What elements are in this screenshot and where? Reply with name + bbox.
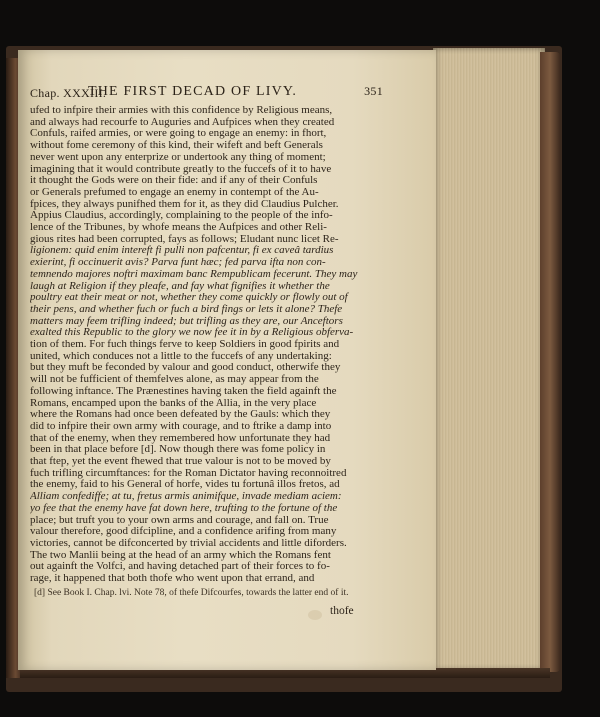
text-line: exierint, fi occinuerit avis? Parva funt hæc; fed parva ifta non con-: [30, 256, 326, 269]
text-line: united, which conduces not a little to the fuccefs of any undertaking:: [30, 349, 332, 362]
text-line: been in that place before [d]. Now though there was fome policy in: [30, 443, 326, 456]
catchword: thofe: [330, 605, 354, 617]
text-line: the enemy, faid to his General of horfe, vides tu fortunâ illos fretos, ad: [30, 478, 340, 491]
text-line: laugh at Religion if they pleafe, and fay what fignifies it whether the: [30, 279, 330, 292]
text-line: temnendo majores noftri maximam banc Rempublicam fecerunt. They may: [30, 267, 358, 280]
text-line: place; but truft you to your own arms and courage, and fall on. True: [30, 513, 329, 526]
text-line: yo fee that the enemy have fat down here, trufting to the fortune of the: [30, 501, 338, 514]
running-header: [30, 84, 383, 104]
text-line: Confuls, raifed armies, or were going to engage an enemy: in fhort,: [30, 127, 327, 140]
text-line: ufed to infpire their armies with this confidence by Religious means,: [30, 104, 333, 116]
text-line: that of the enemy, when they remembered how unfortunate they had: [30, 431, 331, 444]
text-line: but they muft be feconded by valour and good conduct, otherwife they: [30, 361, 341, 374]
text-line: that ftep, yet the event fhewed that true valour is not to be moved by: [30, 455, 331, 467]
text-line: did to infpire their own army with courage, and to ftrike a damp into: [30, 419, 332, 432]
text-line: gious rites had been corrupted, fays as follows; Eludant nunc licet Re-: [30, 232, 339, 245]
book-cover-right: [540, 52, 560, 672]
text-line: never went upon any enterprize or undertook any thing of moment;: [30, 150, 326, 163]
page-stain: [308, 610, 322, 620]
text-line: matters may feem trifling indeed; but trifling as they are, our Anceftors: [30, 314, 343, 327]
page-number: 351: [364, 84, 383, 98]
text-line: and always had recourfe to Auguries and Aufpices when they created: [30, 115, 335, 128]
footnote: [d] See Book I. Chap. lvi. Note 78, of thefe Difcourfes, towards the latter end of it.: [34, 588, 349, 598]
text-line: following inftance. The Prænestines having taken the field againft the: [30, 384, 337, 397]
chapter-label: Chap. XXXIII.: [30, 86, 107, 100]
text-line: ligionem: quid enim intereft fi pulli non pafcentur, fi ex caveâ tardius: [30, 244, 334, 257]
text-line: rage, it happened that both thofe who went upon that errand, and: [30, 572, 315, 584]
text-line: poultry eat their meat or not, whether they come quickly or flowly out of: [30, 291, 348, 304]
text-line: where the Romans had once been defeated by the Gauls: which they: [30, 408, 331, 421]
text-line: will not be fufficient of themfelves alone, as may appear from the: [30, 373, 319, 386]
text-line: victories, cannot be difconcerted by trivial accidents and little diforders.: [30, 536, 347, 549]
text-line: without fome ceremony of this kind, their wifeft and beft Generals: [30, 139, 323, 152]
text-line: it thought the Gods were on their fide: and if any of their Confuls: [30, 174, 318, 187]
text-line: lence of the Tribunes, by whofe means the Aufpices and other Reli-: [30, 221, 327, 233]
text-line: or Generals prefumed to engage an enemy in contempt of the Au-: [30, 185, 319, 198]
text-line: exalted this Republic to the glory we now fee it in by a Religious obferva-: [30, 326, 354, 339]
text-line: their pens, and whether fuch or fuch a bird fings or lets it alone? Thefe: [30, 302, 343, 315]
text-line: imagining that it would contribute greatly to the fuccefs of it to have: [30, 162, 332, 175]
text-line: fuch trifling circumftances: for the Roman Dictator having reconnoitred: [30, 466, 347, 479]
text-line: tion of them. For fuch things ferve to keep Soldiers in good fpirits and: [30, 338, 340, 350]
book-title: THE FIRST DECAD OF LIVY.: [88, 84, 298, 99]
text-line: Alliam confediffe; at tu, fretus armis animifque, invade mediam aciem:: [30, 490, 342, 503]
text-line: fpices, they always punifhed them for it, as they did Claudius Pulcher.: [30, 197, 339, 210]
text-line: valour therefore, good difcipline, and a confidence arifing from many: [30, 525, 337, 538]
text-line: Appius Claudius, accordingly, complaining to the people of the info-: [30, 209, 333, 222]
text-line: out againft the Volfci, and having detached part of their forces to fo-: [30, 560, 330, 573]
text-line: Romans, encamped upon the banks of the Allia, in the very place: [30, 396, 317, 409]
text-line: The two Manlii being at the head of an army which the Romans fent: [30, 548, 331, 561]
page-edges: [433, 48, 545, 670]
